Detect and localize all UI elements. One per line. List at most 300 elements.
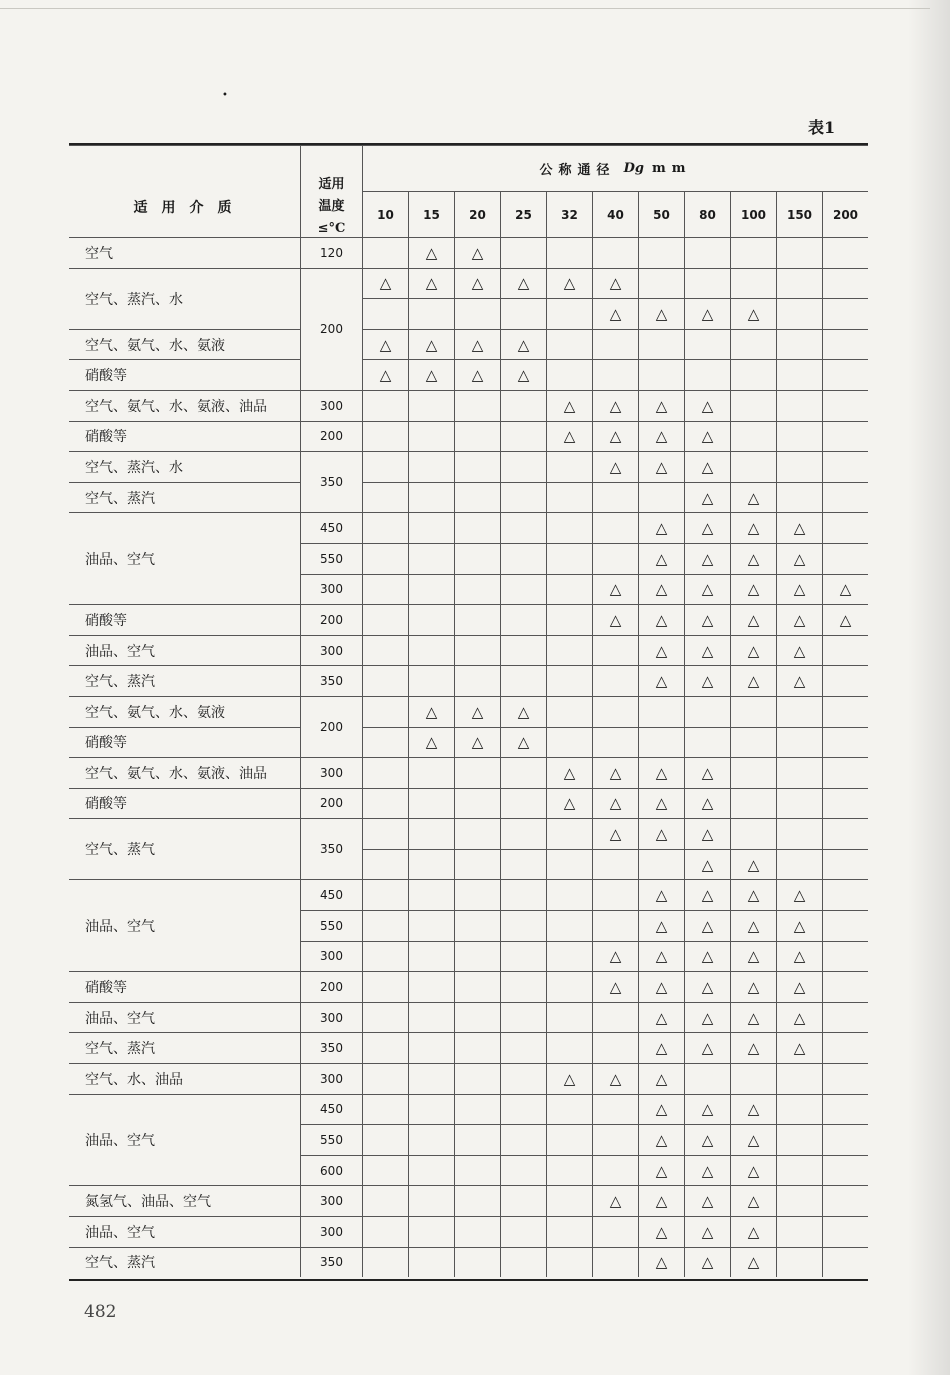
empty-cell	[776, 390, 822, 421]
availability-mark: △	[684, 635, 730, 666]
temperature-cell: 300	[300, 1185, 362, 1216]
empty-cell	[500, 910, 546, 941]
empty-cell	[546, 665, 592, 696]
empty-cell	[592, 359, 638, 390]
empty-cell	[776, 1094, 822, 1125]
empty-cell	[500, 971, 546, 1002]
availability-mark: △	[500, 696, 546, 727]
empty-cell	[592, 635, 638, 666]
empty-cell	[408, 757, 454, 788]
availability-mark: △	[454, 268, 500, 299]
header-size-100: 100	[730, 191, 776, 237]
empty-cell	[454, 421, 500, 452]
empty-cell	[592, 879, 638, 910]
empty-cell	[822, 237, 868, 268]
empty-cell	[592, 329, 638, 360]
empty-cell	[822, 849, 868, 880]
empty-cell	[546, 1155, 592, 1186]
availability-mark: △	[730, 1185, 776, 1216]
availability-mark: △	[638, 879, 684, 910]
availability-mark: △	[638, 1063, 684, 1094]
availability-mark: △	[454, 727, 500, 758]
availability-mark: △	[684, 451, 730, 482]
empty-cell	[822, 879, 868, 910]
availability-mark: △	[730, 879, 776, 910]
availability-mark: △	[500, 359, 546, 390]
empty-cell	[500, 879, 546, 910]
empty-cell	[638, 727, 684, 758]
availability-mark: △	[500, 268, 546, 299]
empty-cell	[822, 298, 868, 329]
empty-cell	[408, 1002, 454, 1033]
empty-cell	[546, 451, 592, 482]
empty-cell	[776, 1185, 822, 1216]
temperature-cell: 300	[300, 1216, 362, 1247]
empty-cell	[408, 849, 454, 880]
empty-cell	[546, 1094, 592, 1125]
medium-cell: 空气、氨气、水、氨液、油品	[69, 390, 300, 421]
empty-cell	[684, 727, 730, 758]
empty-cell	[454, 1063, 500, 1094]
availability-mark: △	[408, 237, 454, 268]
empty-cell	[454, 971, 500, 1002]
availability-mark: △	[592, 941, 638, 972]
temperature-cell: 200	[300, 788, 362, 819]
availability-mark: △	[684, 788, 730, 819]
empty-cell	[362, 696, 408, 727]
temperature-cell: 550	[300, 910, 362, 941]
empty-cell	[822, 421, 868, 452]
availability-mark: △	[592, 1063, 638, 1094]
empty-cell	[546, 1032, 592, 1063]
empty-cell	[454, 910, 500, 941]
empty-cell	[730, 268, 776, 299]
empty-cell	[500, 482, 546, 513]
empty-cell	[454, 757, 500, 788]
medium-cell: 空气、氨气、水、氨液	[69, 329, 300, 360]
header-size-80: 80	[684, 191, 730, 237]
header-size-40: 40	[592, 191, 638, 237]
page-number: 482	[84, 1302, 117, 1322]
header-size-150: 150	[776, 191, 822, 237]
availability-mark: △	[730, 574, 776, 605]
empty-cell	[730, 757, 776, 788]
empty-cell	[822, 329, 868, 360]
empty-cell	[684, 1063, 730, 1094]
availability-mark: △	[730, 1124, 776, 1155]
empty-cell	[454, 665, 500, 696]
empty-cell	[822, 543, 868, 574]
empty-cell	[362, 237, 408, 268]
empty-cell	[408, 941, 454, 972]
empty-cell	[408, 1185, 454, 1216]
availability-mark: △	[684, 818, 730, 849]
empty-cell	[684, 359, 730, 390]
empty-cell	[362, 1185, 408, 1216]
empty-cell	[822, 1124, 868, 1155]
empty-cell	[592, 237, 638, 268]
availability-mark: △	[362, 268, 408, 299]
empty-cell	[408, 1216, 454, 1247]
empty-cell	[454, 451, 500, 482]
temperature-cell: 600	[300, 1155, 362, 1186]
availability-mark: △	[500, 329, 546, 360]
availability-mark: △	[776, 1032, 822, 1063]
empty-cell	[638, 696, 684, 727]
empty-cell	[454, 298, 500, 329]
empty-cell	[592, 1094, 638, 1125]
empty-cell	[546, 574, 592, 605]
empty-cell	[684, 268, 730, 299]
empty-cell	[500, 421, 546, 452]
empty-cell	[776, 1124, 822, 1155]
valve-selection-table	[69, 143, 868, 1281]
temperature-cell: 450	[300, 512, 362, 543]
empty-cell	[822, 1216, 868, 1247]
empty-cell	[362, 910, 408, 941]
empty-cell	[822, 757, 868, 788]
empty-cell	[776, 757, 822, 788]
empty-cell	[454, 849, 500, 880]
availability-mark: △	[684, 1032, 730, 1063]
empty-cell	[362, 543, 408, 574]
availability-mark: △	[638, 635, 684, 666]
availability-mark: △	[638, 451, 684, 482]
empty-cell	[362, 1032, 408, 1063]
availability-mark: △	[638, 941, 684, 972]
availability-mark: △	[776, 604, 822, 635]
empty-cell	[592, 910, 638, 941]
temperature-cell: 300	[300, 757, 362, 788]
empty-cell	[408, 421, 454, 452]
availability-mark: △	[638, 298, 684, 329]
empty-cell	[822, 1094, 868, 1125]
empty-cell	[408, 910, 454, 941]
availability-mark: △	[408, 727, 454, 758]
temperature-cell: 450	[300, 879, 362, 910]
empty-cell	[408, 635, 454, 666]
empty-cell	[546, 696, 592, 727]
empty-cell	[776, 1216, 822, 1247]
empty-cell	[362, 451, 408, 482]
empty-cell	[408, 971, 454, 1002]
temperature-cell: 350	[300, 1247, 362, 1278]
empty-cell	[546, 1216, 592, 1247]
empty-cell	[776, 451, 822, 482]
empty-cell	[500, 1063, 546, 1094]
availability-mark: △	[592, 574, 638, 605]
availability-mark: △	[776, 971, 822, 1002]
availability-mark: △	[776, 512, 822, 543]
empty-cell	[500, 941, 546, 972]
empty-cell	[408, 818, 454, 849]
availability-mark: △	[776, 1002, 822, 1033]
empty-cell	[822, 696, 868, 727]
empty-cell	[362, 879, 408, 910]
empty-cell	[822, 512, 868, 543]
availability-mark: △	[776, 879, 822, 910]
availability-mark: △	[684, 482, 730, 513]
empty-cell	[730, 390, 776, 421]
medium-cell: 油品、空气	[69, 1094, 300, 1186]
medium-cell: 硝酸等	[69, 971, 300, 1002]
availability-mark: △	[638, 788, 684, 819]
availability-mark: △	[638, 1185, 684, 1216]
availability-mark: △	[730, 1094, 776, 1125]
medium-cell: 硝酸等	[69, 788, 300, 819]
availability-mark: △	[730, 1247, 776, 1278]
availability-mark: △	[592, 818, 638, 849]
availability-mark: △	[546, 757, 592, 788]
availability-mark: △	[592, 1185, 638, 1216]
medium-cell: 空气、蒸汽、水	[69, 451, 300, 482]
empty-cell	[730, 329, 776, 360]
temperature-cell: 300	[300, 941, 362, 972]
availability-mark: △	[684, 604, 730, 635]
header-size-25: 25	[500, 191, 546, 237]
empty-cell	[362, 1247, 408, 1278]
empty-cell	[362, 512, 408, 543]
empty-cell	[822, 941, 868, 972]
empty-cell	[776, 359, 822, 390]
header-temperature-line: ≤°C	[317, 220, 346, 236]
empty-cell	[500, 604, 546, 635]
empty-cell	[408, 512, 454, 543]
empty-cell	[546, 971, 592, 1002]
empty-cell	[454, 635, 500, 666]
availability-mark: △	[684, 1247, 730, 1278]
empty-cell	[408, 665, 454, 696]
empty-cell	[500, 1185, 546, 1216]
empty-cell	[776, 482, 822, 513]
empty-cell	[776, 788, 822, 819]
medium-cell: 油品、空气	[69, 512, 300, 604]
empty-cell	[454, 1002, 500, 1033]
medium-cell: 空气、蒸汽、水	[69, 268, 300, 329]
empty-cell	[822, 727, 868, 758]
medium-cell: 硝酸等	[69, 359, 300, 390]
availability-mark: △	[730, 1002, 776, 1033]
availability-mark: △	[730, 604, 776, 635]
empty-cell	[822, 1155, 868, 1186]
availability-mark: △	[638, 971, 684, 1002]
availability-mark: △	[684, 298, 730, 329]
empty-cell	[546, 910, 592, 941]
availability-mark: △	[408, 329, 454, 360]
empty-cell	[546, 941, 592, 972]
empty-cell	[546, 727, 592, 758]
availability-mark: △	[684, 421, 730, 452]
empty-cell	[500, 1094, 546, 1125]
temperature-cell: 300	[300, 390, 362, 421]
header-size-10: 10	[362, 191, 408, 237]
temperature-cell: 300	[300, 1002, 362, 1033]
temperature-cell: 120	[300, 237, 362, 268]
empty-cell	[730, 727, 776, 758]
empty-cell	[362, 1002, 408, 1033]
availability-mark: △	[638, 421, 684, 452]
empty-cell	[500, 818, 546, 849]
empty-cell	[408, 879, 454, 910]
medium-cell: 油品、空气	[69, 879, 300, 971]
empty-cell	[822, 910, 868, 941]
empty-cell	[454, 818, 500, 849]
empty-cell	[408, 1063, 454, 1094]
availability-mark: △	[592, 421, 638, 452]
medium-cell: 空气、蒸汽	[69, 665, 300, 696]
availability-mark: △	[684, 1185, 730, 1216]
empty-cell	[546, 604, 592, 635]
medium-cell: 空气、蒸气	[69, 818, 300, 879]
availability-mark: △	[684, 1002, 730, 1033]
header-dg-unit: mm	[651, 161, 692, 176]
availability-mark: △	[454, 359, 500, 390]
empty-cell	[822, 451, 868, 482]
empty-cell	[776, 696, 822, 727]
empty-cell	[546, 482, 592, 513]
empty-cell	[638, 268, 684, 299]
empty-cell	[730, 451, 776, 482]
empty-cell	[730, 359, 776, 390]
empty-cell	[408, 1155, 454, 1186]
availability-mark: △	[730, 543, 776, 574]
empty-cell	[592, 1032, 638, 1063]
availability-mark: △	[684, 849, 730, 880]
availability-mark: △	[592, 788, 638, 819]
empty-cell	[592, 727, 638, 758]
availability-mark: △	[638, 1124, 684, 1155]
availability-mark: △	[408, 359, 454, 390]
empty-cell	[776, 849, 822, 880]
empty-cell	[546, 329, 592, 360]
medium-cell: 氮氢气、油品、空气	[69, 1185, 300, 1216]
empty-cell	[408, 390, 454, 421]
availability-mark: △	[730, 1155, 776, 1186]
empty-cell	[546, 849, 592, 880]
empty-cell	[592, 543, 638, 574]
availability-mark: △	[638, 543, 684, 574]
empty-cell	[408, 604, 454, 635]
availability-mark: △	[730, 635, 776, 666]
availability-mark: △	[730, 849, 776, 880]
availability-mark: △	[638, 512, 684, 543]
empty-cell	[362, 1063, 408, 1094]
availability-mark: △	[730, 941, 776, 972]
empty-cell	[776, 727, 822, 758]
availability-mark: △	[730, 971, 776, 1002]
temperature-cell: 200	[300, 421, 362, 452]
empty-cell	[500, 512, 546, 543]
availability-mark: △	[684, 1155, 730, 1186]
availability-mark: △	[362, 359, 408, 390]
empty-cell	[546, 512, 592, 543]
empty-cell	[776, 237, 822, 268]
availability-mark: △	[638, 390, 684, 421]
temperature-cell: 300	[300, 574, 362, 605]
empty-cell	[822, 1032, 868, 1063]
availability-mark: △	[592, 604, 638, 635]
availability-mark: △	[776, 574, 822, 605]
medium-cell: 空气	[69, 237, 300, 268]
empty-cell	[500, 1155, 546, 1186]
availability-mark: △	[684, 1124, 730, 1155]
empty-cell	[362, 849, 408, 880]
empty-cell	[822, 1247, 868, 1278]
empty-cell	[500, 298, 546, 329]
empty-cell	[500, 635, 546, 666]
empty-cell	[408, 1124, 454, 1155]
empty-cell	[454, 1185, 500, 1216]
empty-cell	[362, 574, 408, 605]
empty-cell	[592, 512, 638, 543]
empty-cell	[454, 1155, 500, 1186]
empty-cell	[408, 543, 454, 574]
empty-cell	[822, 1002, 868, 1033]
header-temperature-line: 温度	[318, 198, 345, 214]
empty-cell	[362, 390, 408, 421]
availability-mark: △	[546, 390, 592, 421]
medium-cell: 硝酸等	[69, 727, 300, 758]
empty-cell	[822, 359, 868, 390]
empty-cell	[546, 1002, 592, 1033]
availability-mark: △	[454, 696, 500, 727]
availability-mark: △	[638, 1216, 684, 1247]
empty-cell	[730, 788, 776, 819]
empty-cell	[546, 298, 592, 329]
empty-cell	[776, 421, 822, 452]
empty-cell	[822, 1063, 868, 1094]
availability-mark: △	[638, 910, 684, 941]
availability-mark: △	[776, 941, 822, 972]
empty-cell	[730, 237, 776, 268]
temperature-cell: 350	[300, 665, 362, 696]
empty-cell	[776, 268, 822, 299]
empty-cell	[500, 390, 546, 421]
medium-cell: 油品、空气	[69, 1002, 300, 1033]
header-size-32: 32	[546, 191, 592, 237]
medium-cell: 空气、蒸汽	[69, 1032, 300, 1063]
header-medium: 适用介质	[69, 145, 300, 268]
availability-mark: △	[684, 1216, 730, 1247]
empty-cell	[592, 665, 638, 696]
empty-cell	[454, 482, 500, 513]
empty-cell	[638, 237, 684, 268]
header-size-50: 50	[638, 191, 684, 237]
empty-cell	[776, 1155, 822, 1186]
empty-cell	[454, 543, 500, 574]
empty-cell	[408, 298, 454, 329]
availability-mark: △	[592, 757, 638, 788]
availability-mark: △	[592, 451, 638, 482]
empty-cell	[684, 329, 730, 360]
medium-cell: 空气、蒸汽	[69, 482, 300, 513]
availability-mark: △	[638, 1032, 684, 1063]
empty-cell	[730, 421, 776, 452]
empty-cell	[546, 1247, 592, 1278]
temperature-cell: 550	[300, 543, 362, 574]
availability-mark: △	[730, 1216, 776, 1247]
availability-mark: △	[684, 574, 730, 605]
empty-cell	[776, 1063, 822, 1094]
empty-cell	[638, 482, 684, 513]
empty-cell	[500, 451, 546, 482]
empty-cell	[362, 757, 408, 788]
empty-cell	[546, 818, 592, 849]
empty-cell	[822, 390, 868, 421]
empty-cell	[546, 879, 592, 910]
empty-cell	[454, 1124, 500, 1155]
header-dg-symbol: Dg	[623, 161, 644, 176]
